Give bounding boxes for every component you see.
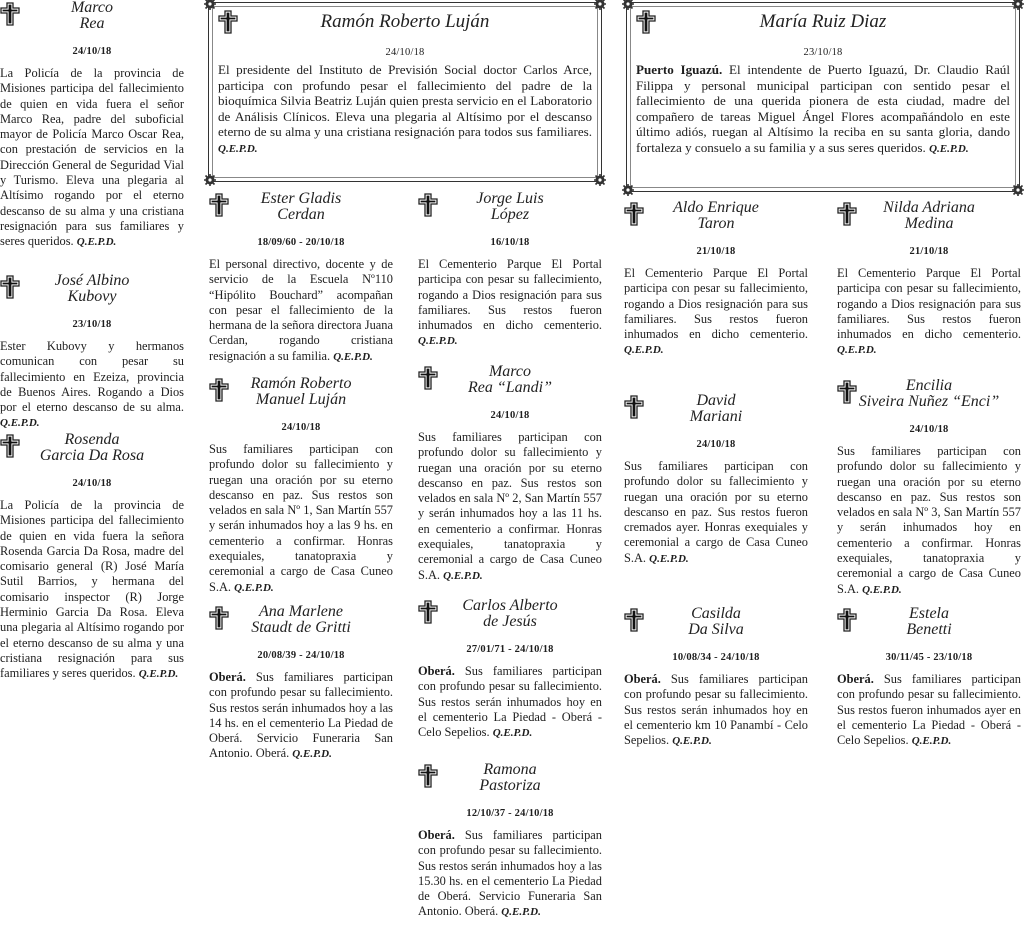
deceased-name-line-2: Manuel Luján — [255, 391, 347, 408]
deceased-name-line-1: José Albino — [54, 272, 130, 289]
obituary-featured — [218, 8, 592, 158]
cross-icon — [624, 608, 644, 632]
deceased-name — [418, 762, 602, 794]
deceased-name-line-2: Taron — [697, 215, 735, 232]
obituary-body: Ester Kubovy y hermanos comunican con pesar su fallecimiento en Ezeiza, provincia de Buenos Aires. Rogando a Dios por el eterno descanso de su alma. — [0, 339, 184, 415]
obituary-text — [0, 66, 184, 251]
obituary-header — [418, 364, 602, 396]
deceased-name-line-2: Kubovy — [67, 288, 117, 305]
deceased-name-line-2: Cerdan — [277, 206, 325, 223]
obituary-text — [0, 339, 184, 432]
qepd-label: Q.E.P.D. — [418, 335, 458, 348]
obituary-body: La Policía de la provincia de Misiones participa del fallecimiento de quien en vida fuera el señor Marco Rea, padre del suboficial mayor de Policía Marco Oscar Rea, con prestación de servicios en la Dirección General de Seguridad Vial y Turismo. Eleva una plegaria al Altísimo rogando por el eterno descanso de su alma y una cristiana resignación para sus familiares y seres queridos. — [0, 66, 184, 249]
place-label: Puerto Iguazú. — [636, 62, 723, 77]
cross-icon — [418, 600, 438, 624]
qepd-label: Q.E.P.D. — [929, 142, 969, 155]
deceased-name — [837, 378, 1021, 410]
deceased-name-line-2: Rea — [79, 15, 105, 32]
qepd-label: Q.E.P.D. — [138, 668, 179, 681]
obituary-text — [418, 828, 602, 921]
obituary-body: Sus familiares participan con profundo pesar su fallecimiento. Sus restos serán inhumados hoy en el cementerio km 10 Panambí - Celo Sepelios. — [624, 672, 808, 748]
obituary-date: 12/10/37 - 24/10/18 — [466, 808, 554, 819]
obituary-text — [209, 442, 393, 596]
obituary-date: 24/10/18 — [72, 478, 112, 489]
deceased-name-line-1: Estela — [909, 605, 949, 622]
obituary-date: 23/10/18 — [72, 319, 112, 330]
obituary-date: 24/10/18 — [490, 410, 530, 421]
deceased-name-line-1: David — [696, 392, 736, 409]
obituary-body: El Cementerio Parque El Portal participa con pesar su fallecimiento, rogando a Dios resignación para sus familiares. Sus restos fueron inhumados en dicho cementerio. — [418, 257, 602, 333]
obituary-date: 24/10/18 — [385, 47, 425, 58]
deceased-name: María Ruiz Diaz — [759, 11, 887, 32]
deceased-name — [209, 376, 393, 408]
qepd-label: Q.E.P.D. — [911, 735, 952, 748]
qepd-label: Q.E.P.D. — [862, 583, 902, 596]
deceased-name-line-2: Benetti — [906, 621, 952, 638]
deceased-name-line-2: Staudt de Gritti — [251, 619, 351, 636]
obituary-date: 30/11/45 - 23/10/18 — [885, 652, 973, 663]
obituary-header — [837, 200, 1021, 232]
deceased-name: Ramón Roberto Luján — [320, 11, 490, 32]
obituary-date: 16/10/18 — [490, 237, 530, 248]
obituary-notice — [837, 606, 1021, 749]
obituary-text — [218, 62, 592, 158]
obituary-body: La Policía de la provincia de Misiones participa del fallecimiento de quien en vida fuera la señora Rosenda Garcia Da Rosa, madre del comisario general (R) José María Sutil Barrios, y hermana del comisario inspector (R) Jorge Herminio Garcia Da Rosa. Eleva una plegaria al Altísimo rogando por el eterno descanso de su alma y una cristiana resignación para sus familiares y seres queridos. — [0, 498, 184, 681]
obituary-text — [209, 257, 393, 365]
obituary-body: El Cementerio Parque El Portal participa con pesar su fallecimiento, rogando a Dios resignación para sus familiares. Sus restos fueron inhumados en dicho cementerio. — [837, 266, 1021, 342]
cross-icon — [837, 608, 857, 632]
qepd-label: Q.E.P.D. — [624, 344, 664, 357]
cross-icon — [837, 380, 857, 404]
cross-icon — [209, 606, 229, 630]
obituary-header — [209, 376, 393, 408]
cross-icon — [624, 202, 644, 226]
obituary-header — [837, 378, 1021, 410]
obituary-notice — [209, 604, 393, 763]
obituary-date: 18/09/60 - 20/10/18 — [257, 237, 345, 248]
obituary-notice — [0, 0, 184, 251]
obituary-notice — [624, 393, 808, 567]
cross-icon — [418, 193, 438, 217]
obituary-header — [636, 8, 1010, 33]
obituary-notice — [624, 606, 808, 749]
obituary-date: 24/10/18 — [909, 424, 949, 435]
obituary-text — [418, 430, 602, 584]
obituary-body: El personal directivo, docente y de servicio de la Escuela Nº110 “Hipólito Bouchard” acompañan con pesar el fallecimiento de la hermana de la señora directora Juana Cerdan, rogando cristiana resignación a su familia. — [209, 257, 393, 363]
deceased-name-line-2: Rea “Landi” — [467, 379, 552, 396]
obituary-notice — [837, 200, 1021, 359]
obituary-date: 24/10/18 — [72, 46, 112, 57]
obituary-body: Sus familiares participan con profundo dolor su fallecimiento y ruegan una oración por su eterno descanso en paz. Sus restos fueron cremados ayer. Honras exequiales y ceremonial a cargo de Casa Cuneo S.A. — [624, 459, 808, 565]
cross-icon — [418, 764, 438, 788]
obituary-text — [624, 266, 808, 359]
deceased-name-line-1: Nilda Adriana — [883, 199, 975, 216]
obituary-featured — [636, 8, 1010, 158]
obituary-notice — [418, 598, 602, 741]
cross-icon — [0, 275, 20, 299]
obituary-notice — [209, 191, 393, 365]
ornament-icon — [593, 173, 607, 187]
place-label: Oberá. — [624, 672, 661, 686]
cross-icon — [209, 378, 229, 402]
obituary-body: Sus familiares participan con profundo dolor su fallecimiento y ruegan una oración por su eterno descanso en paz. Sus restos son velados en sala Nº 3, San Martín 557 y serán inhumados hoy en cementerio a confirmar. Honras exequiales, tanatopraxia y ceremonial a cargo de Casa Cuneo S.A. — [837, 444, 1021, 596]
deceased-name-line-1: Casilda — [691, 605, 741, 622]
qepd-label: Q.E.P.D. — [672, 735, 712, 748]
cross-icon — [837, 202, 857, 226]
deceased-name — [624, 606, 808, 638]
cross-icon — [636, 10, 656, 34]
deceased-name-line-2: Da Silva — [688, 621, 744, 638]
qepd-label: Q.E.P.D. — [333, 350, 373, 363]
obituary-body: El intendente de Puerto Iguazú, Dr. Claudio Raúl Filippa y personal municipal participan con sentido pesar el fallecimiento de una querida pionera de esta ciudad, madre del compañero de tareas Miguel Ángel Flores acompañándolo en este último adiós, ruegan al Altísimo la reciba en su santa gloria, dando fortaleza y consuelo a su familia y a sus seres queridos. — [636, 62, 1010, 155]
obituary-text — [418, 257, 602, 350]
obituary-text — [209, 670, 393, 763]
obituary-date: 20/08/39 - 24/10/18 — [257, 650, 345, 661]
place-label: Oberá. — [209, 670, 246, 684]
obituary-header — [0, 432, 184, 464]
deceased-name — [624, 393, 808, 425]
obituary-notice — [624, 200, 808, 359]
deceased-name — [837, 606, 1021, 638]
qepd-label: Q.E.P.D. — [443, 569, 483, 582]
deceased-name-line-1: Encilia — [905, 377, 953, 394]
obituary-header — [418, 191, 602, 223]
deceased-name — [418, 191, 602, 223]
obituary-header — [218, 8, 592, 33]
place-label: Oberá. — [418, 664, 455, 678]
cross-icon — [0, 434, 20, 458]
deceased-name — [209, 191, 393, 223]
ornament-icon — [1011, 183, 1024, 197]
obituary-date: 24/10/18 — [281, 422, 321, 433]
ornament-icon — [203, 173, 217, 187]
obituary-notice — [837, 378, 1021, 598]
obituary-body: Sus familiares participan con profundo dolor su fallecimiento y ruegan una oración por su eterno descanso en paz. Sus restos son velados en sala Nº 1, San Martín 557 y serán inhumados hoy a las 9 hs. en cementerio a confirmar. Honras exequiales, tanatopraxia y ceremonial a cargo de Casa Cuneo S.A. — [209, 442, 393, 594]
cross-icon — [209, 193, 229, 217]
qepd-label: Q.E.P.D. — [492, 727, 533, 740]
deceased-name-line-2: Medina — [904, 215, 954, 232]
obituary-notice — [0, 432, 184, 683]
obituary-header — [0, 0, 184, 32]
obituary-body: Sus familiares participan con profundo pesar su fallecimiento. Sus restos serán inhumados hoy a las 14 hs. en el cementerio La Piedad de Oberá. Servicio Funeraria San Antonio. Oberá. — [209, 670, 393, 761]
obituary-text — [624, 459, 808, 567]
deceased-name-line-2: de Jesús — [483, 613, 537, 630]
obituary-date: 23/10/18 — [803, 47, 843, 58]
obituary-body: El presidente del Instituto de Previsión Social doctor Carlos Arce, participa con profundo pesar el fallecimiento del padre de la bioquímica Silvia Beatriz Luján quien presta servicio en el Laboratorio de Análisis Clínicos. Eleva una plegaria al Altísimo por el descanso eterno de su alma y una cristiana resignación para todos sus familiares. — [218, 62, 592, 140]
deceased-name-line-2: Pastoriza — [479, 777, 541, 794]
qepd-label: Q.E.P.D. — [218, 142, 258, 155]
ornament-icon — [621, 183, 635, 197]
obituary-notice — [0, 273, 184, 432]
obituary-header — [209, 604, 393, 636]
deceased-name-line-1: Ana Marlene — [259, 603, 343, 620]
ornament-icon — [1011, 0, 1024, 11]
obituary-text — [418, 664, 602, 741]
deceased-name-line-2: Siveira Nuñez “Enci” — [858, 393, 1000, 410]
obituary-date: 24/10/18 — [696, 439, 736, 450]
deceased-name — [0, 273, 184, 305]
qepd-label: Q.E.P.D. — [837, 344, 877, 357]
deceased-name-line-2: Mariani — [689, 408, 743, 425]
obituary-header — [624, 606, 808, 638]
obituary-text — [624, 672, 808, 749]
obituary-header — [837, 606, 1021, 638]
obituary-header — [418, 762, 602, 794]
place-label: Oberá. — [418, 828, 455, 842]
deceased-name — [0, 432, 184, 464]
obituary-body: Sus familiares participan con profundo pesar su fallecimiento. Sus restos serán inhumados hoy en el cementerio La Piedad - Oberá - Celo Sepelios. — [418, 664, 602, 740]
deceased-name — [418, 364, 602, 396]
deceased-name — [418, 598, 602, 630]
cross-icon — [624, 395, 644, 419]
obituary-text — [837, 444, 1021, 598]
obituary-header — [418, 598, 602, 630]
obituary-text — [837, 266, 1021, 359]
obituary-header — [0, 273, 184, 305]
obituary-date: 21/10/18 — [696, 246, 736, 257]
deceased-name-line-1: Jorge Luis — [476, 190, 544, 207]
obituary-body: Sus familiares participan con profundo dolor su fallecimiento y ruegan una oración por su eterno descanso en paz. Sus restos son velados en sala Nº 2, San Martín 557 y serán inhumados hoy a las 11 hs. en cementerio a confirmar. Honras exequiales, tanatopraxia y ceremonial a cargo de Casa Cuneo S.A. — [418, 430, 602, 582]
obituary-date: 21/10/18 — [909, 246, 949, 257]
qepd-label: Q.E.P.D. — [292, 748, 332, 761]
deceased-name — [624, 200, 808, 232]
obituary-header — [624, 200, 808, 232]
obituary-notice — [418, 364, 602, 584]
qepd-label: Q.E.P.D. — [0, 417, 40, 430]
obituary-header — [209, 191, 393, 223]
obituary-header — [624, 393, 808, 425]
obituary-text — [636, 62, 1010, 158]
obituary-notice — [418, 762, 602, 921]
deceased-name-line-1: Ramona — [483, 761, 537, 778]
qepd-label: Q.E.P.D. — [501, 906, 541, 919]
cross-icon — [418, 366, 438, 390]
qepd-label: Q.E.P.D. — [234, 581, 274, 594]
deceased-name — [837, 200, 1021, 232]
qepd-label: Q.E.P.D. — [76, 236, 117, 249]
obituary-body: Sus familiares participan con profundo pesar su fallecimiento. Sus restos fueron inhumados ayer en el cementerio La Piedad - Oberá - Celo Sepelios. — [837, 672, 1021, 748]
deceased-name-line-1: Ester Gladis — [260, 190, 342, 207]
deceased-name-line-1: Aldo Enrique — [673, 199, 759, 216]
deceased-name — [0, 0, 184, 32]
deceased-name-line-1: Rosenda — [64, 431, 120, 448]
ornament-icon — [203, 0, 217, 11]
ornament-icon — [621, 0, 635, 11]
cross-icon — [0, 2, 20, 26]
deceased-name-line-2: Garcia Da Rosa — [39, 447, 145, 464]
deceased-name-line-1: Marco — [488, 363, 532, 380]
obituary-body: El Cementerio Parque El Portal participa con pesar su fallecimiento, rogando a Dios resignación para sus familiares. Sus restos fueron inhumados en dicho cementerio. — [624, 266, 808, 342]
obituary-text — [0, 498, 184, 683]
place-label: Oberá. — [837, 672, 874, 686]
deceased-name-line-2: López — [490, 206, 530, 223]
obituary-text — [837, 672, 1021, 749]
obituary-date: 10/08/34 - 24/10/18 — [672, 652, 760, 663]
deceased-name-line-1: Marco — [70, 0, 114, 16]
obituary-date: 27/01/71 - 24/10/18 — [466, 644, 554, 655]
deceased-name — [209, 604, 393, 636]
ornament-icon — [593, 0, 607, 11]
obituary-notice — [209, 376, 393, 596]
obituary-body: Sus familiares participan con profundo pesar su fallecimiento. Sus restos serán inhumados hoy a las 15.30 hs. en el cementerio La Piedad de Oberá. Servicio Funeraria San Antonio. Oberá. — [418, 828, 602, 919]
cross-icon — [218, 10, 238, 34]
deceased-name-line-1: Ramón Roberto — [250, 375, 352, 392]
deceased-name-line-1: Carlos Alberto — [462, 597, 558, 614]
qepd-label: Q.E.P.D. — [649, 552, 689, 565]
obituary-notice — [418, 191, 602, 350]
